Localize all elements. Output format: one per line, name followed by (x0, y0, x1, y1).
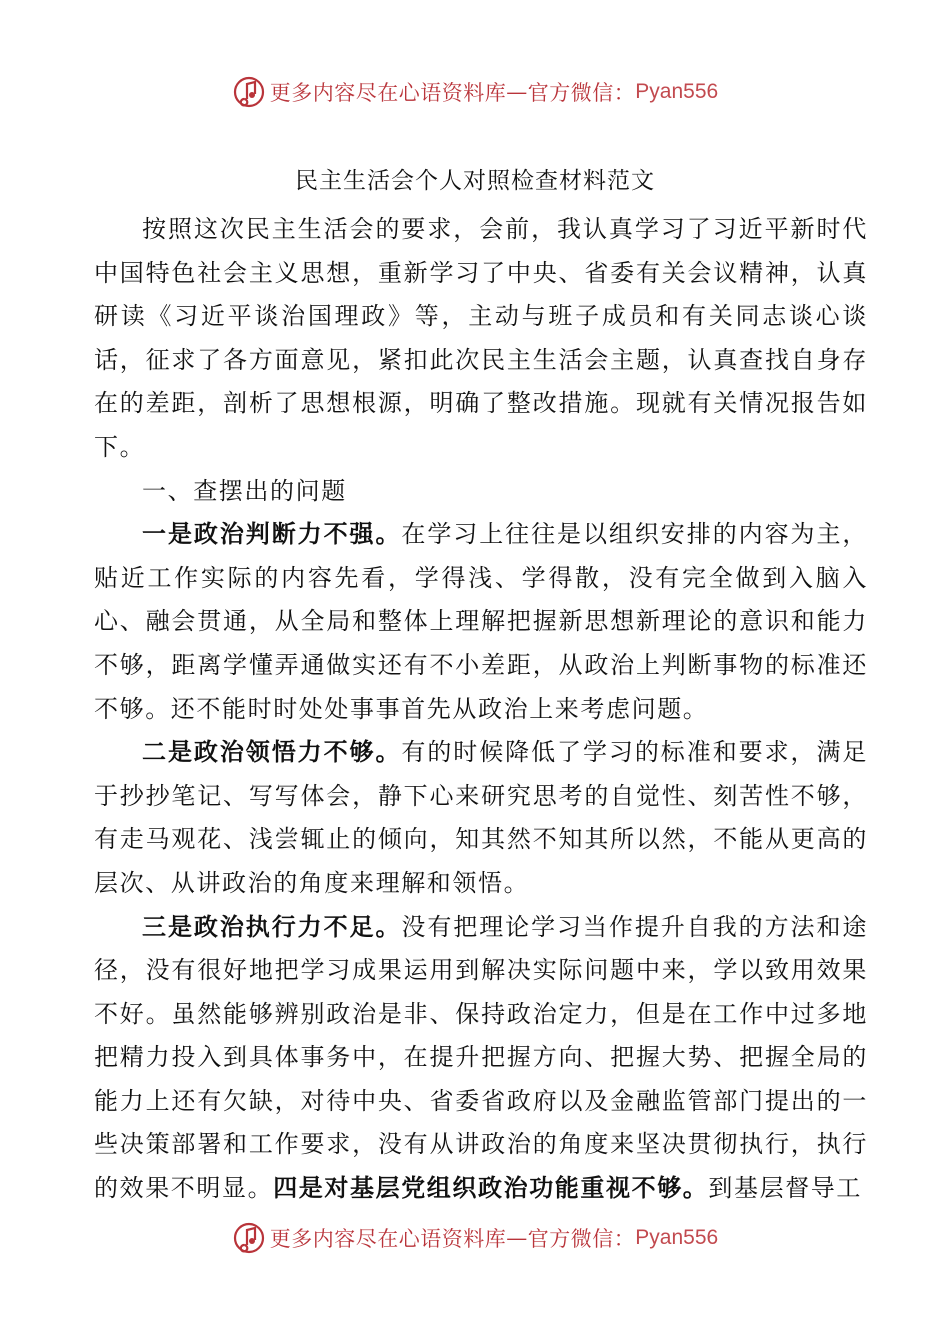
banner-wechat-id: Pyan556 (635, 80, 719, 103)
banner-dash: — (506, 80, 528, 104)
banner-wechat-label: 官方微信： (527, 81, 636, 105)
document-body (94, 208, 868, 1211)
issue-lead-4: 四是对基层党组织政治功能重视不够。 (273, 1174, 709, 1203)
issue-paragraph-2 (94, 731, 868, 905)
issue-body-4: 到基层督导工 (708, 1174, 863, 1203)
document-title: 民主生活会个人对照检查材料范文 (295, 168, 655, 194)
issue-paragraph-3 (94, 906, 868, 1211)
issue-body-2: 有的时候降低了学习的标准和要求，满足于抄抄笔记、写写体会，静下心来研究思考的自觉性、刻苦性不够，有走马观花、浅尝辄止的倾向，知其然不知其所以然，不能从更高的层次、从讲政治的角度来理解和领悟。 (94, 738, 868, 897)
issue-lead-1: 一是政治判断力不强。 (142, 520, 402, 549)
section-heading: 一、查摆出的问题 (142, 476, 347, 505)
banner-wechat-id: Pyan556 (635, 1226, 719, 1249)
footer-watermark-banner (0, 1218, 950, 1258)
issue-body-3: 没有把理论学习当作提升自我的方法和途径，没有很好地把学习成果运用到解决实际问题中来，学以致用效果不好。虽然能够辨别政治是非、保持政治定力，但是在工作中过多地把精力投入到具体事务中，在提升把握方向、把握大势、把握全局的能力上还有欠缺，对待中央、省委省政府以及金融监管部门提出的一些决策部署和工作要求，没有从讲政治的角度来坚决贯彻执行，执行的效果不明显。 (94, 912, 868, 1203)
banner-wechat-label: 官方微信： (527, 1227, 636, 1251)
banner-site-text: 更多内容尽在心语资料库 (269, 81, 507, 105)
intro-paragraph: 按照这次民主生活会的要求，会前，我认真学习了习近平新时代中国特色社会主义思想，重新学习了中央、省委有关会议精神，认真研读《习近平谈治国理政》等，主动与班子成员和有关同志谈心谈话，征求了各方面意见，紧扣此次民主生活会主题，认真查找自身存在的差距，剖析了思想根源，明确了整改措施。现就有关情况报告如下。 (94, 215, 868, 461)
issue-lead-2: 二是政治领悟力不够。 (142, 738, 402, 767)
banner-dash: — (506, 1226, 528, 1250)
issue-paragraph-1 (94, 513, 868, 731)
music-note-logo-icon (232, 75, 266, 109)
issue-body-1: 在学习上往往是以组织安排的内容为主，贴近工作实际的内容先看，学得浅、学得散，没有完全做到入脑入心、融会贯通，从全局和整体上理解把握新思想新理论的意识和能力不够，距离学懂弄通做实还有不小差距，从政治上判断事物的标准还不够。还不能时时处处事事首先从政治上来考虑问题。 (94, 520, 868, 723)
issue-lead-3: 三是政治执行力不足。 (142, 912, 402, 941)
banner-site-text: 更多内容尽在心语资料库 (269, 1227, 507, 1251)
header-watermark-banner (0, 72, 950, 112)
music-note-logo-icon (232, 1221, 266, 1255)
